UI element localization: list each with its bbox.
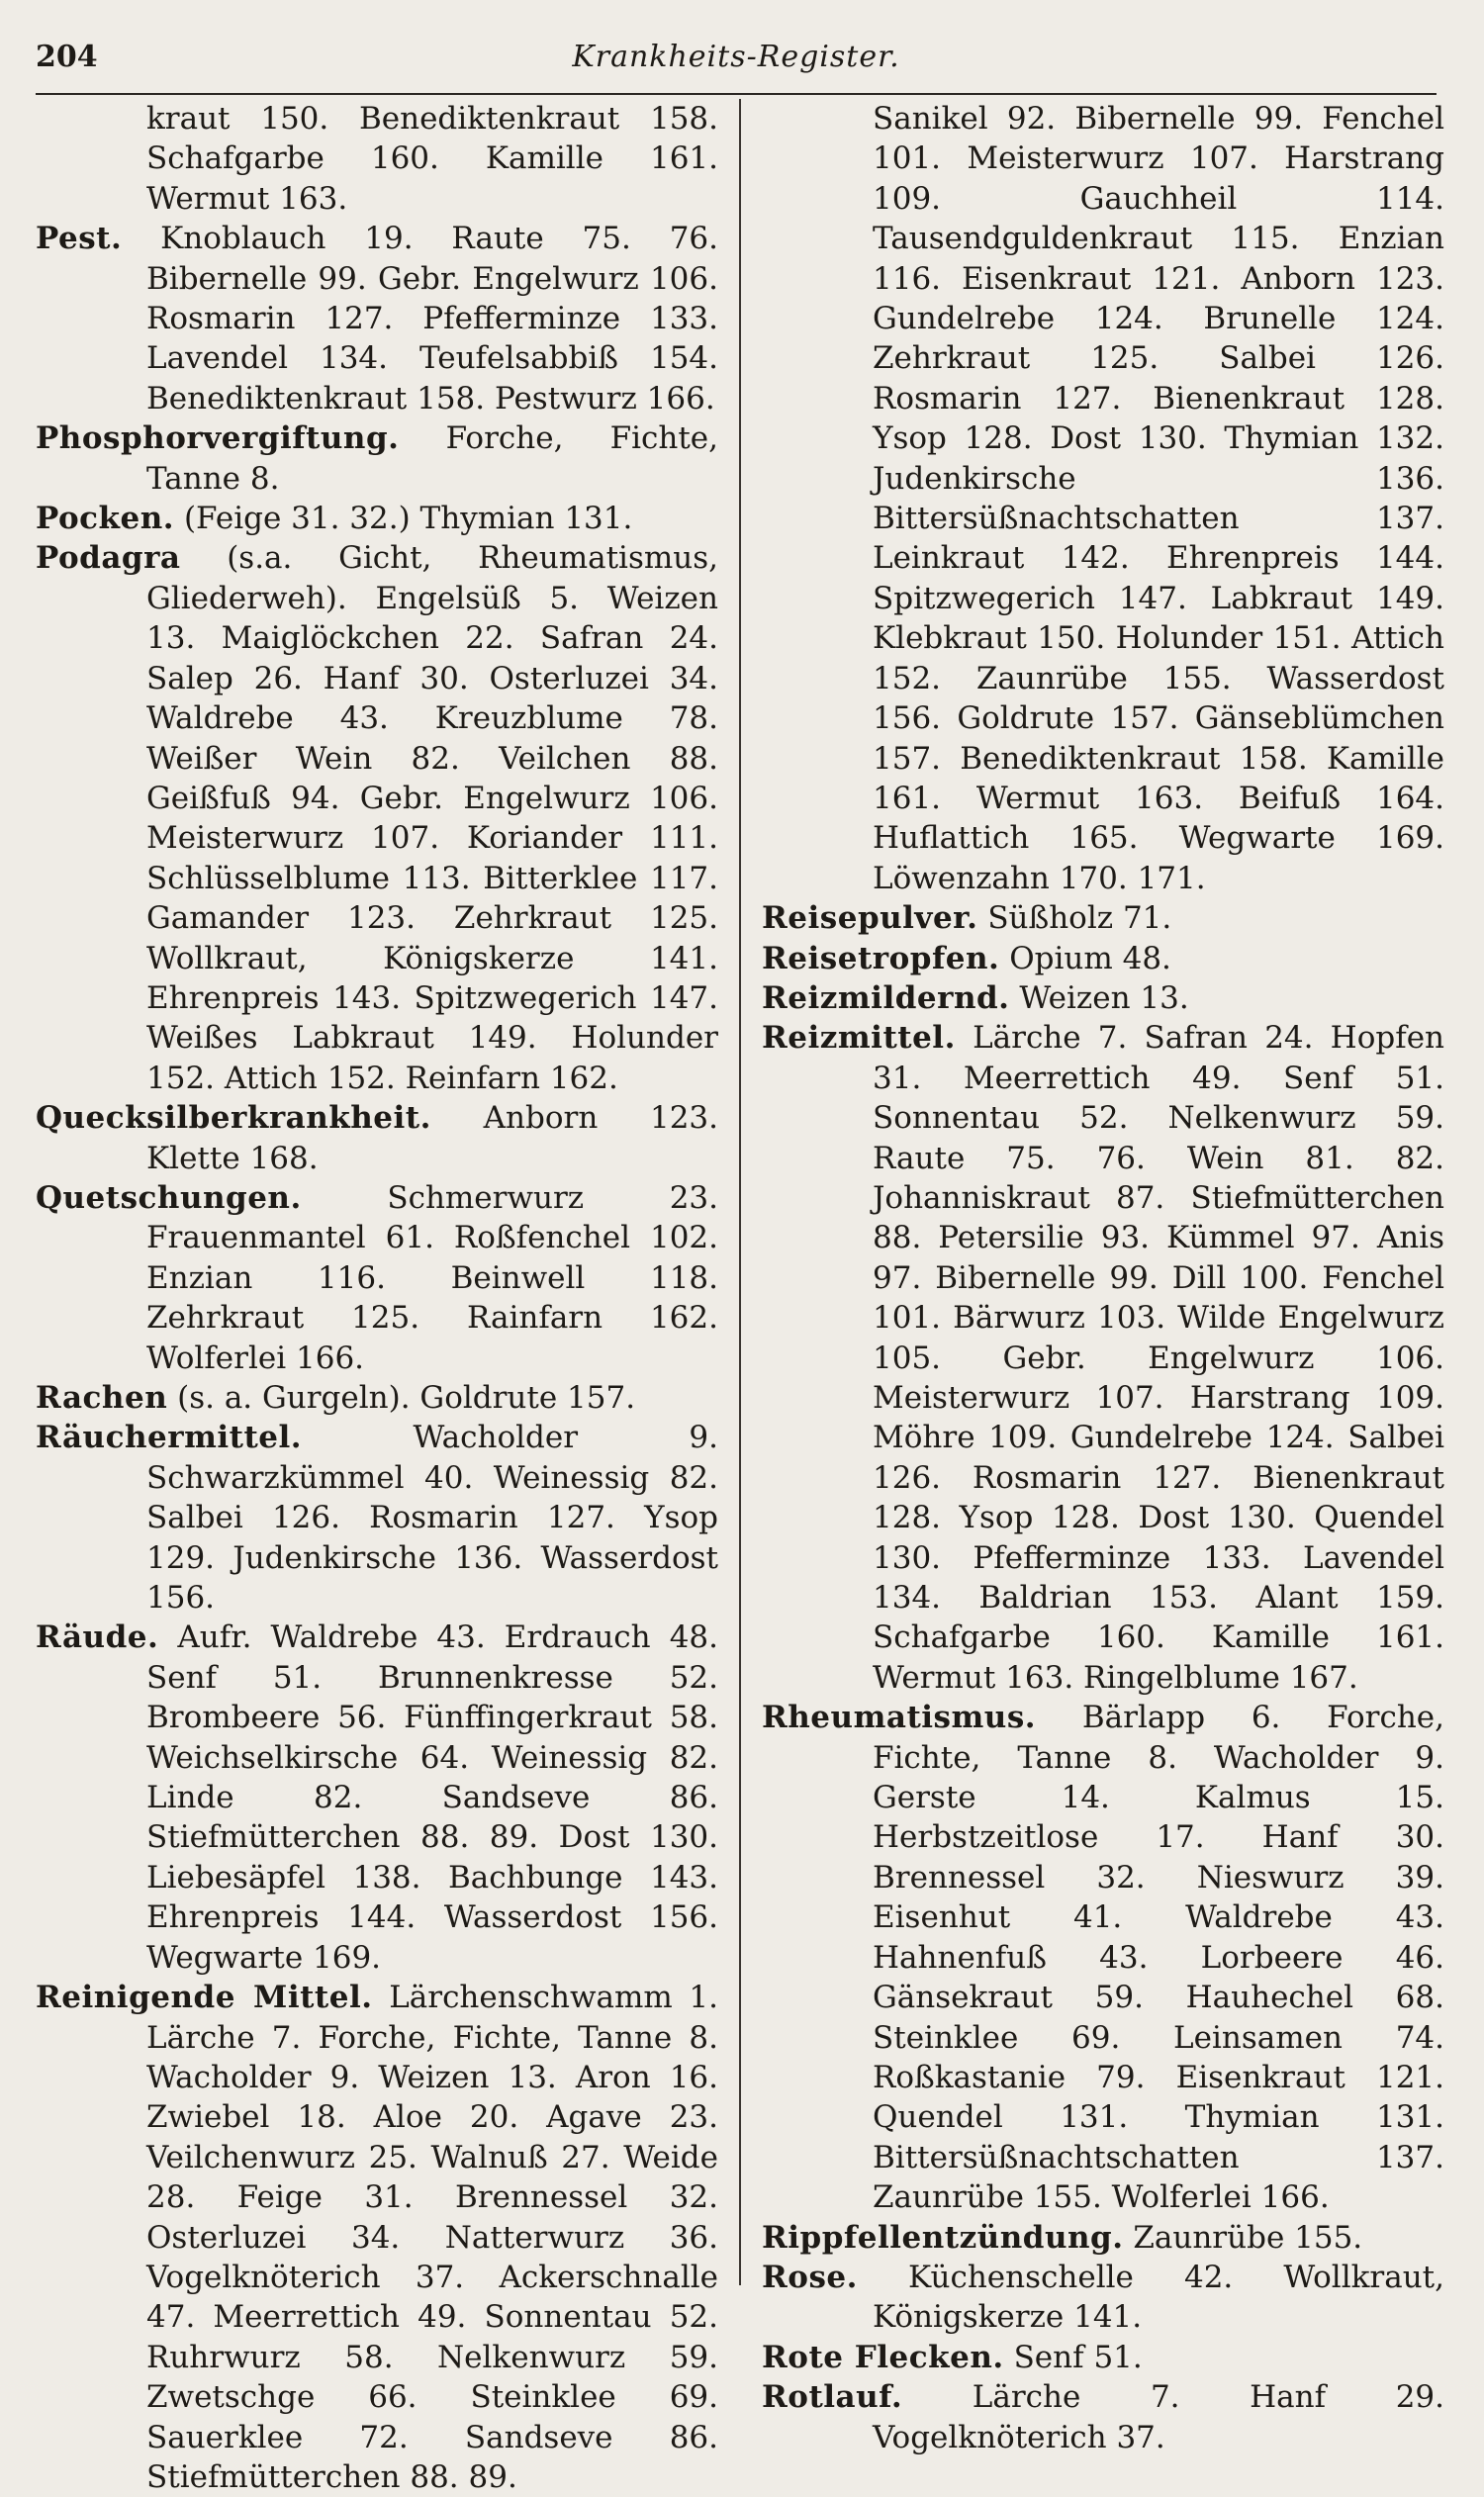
entry-headword: Quetschungen. [36, 1179, 302, 1216]
entry-headword: Rheumatismus. [762, 1700, 1037, 1736]
index-entry [762, 1698, 1444, 2217]
entry-headword: Rotlauf. [762, 2379, 903, 2416]
index-entry [36, 499, 718, 538]
entry-references: kraut 150. Benediktenkraut 158. Schafgarbe 160. Kamille 161. Wermut 163. [146, 101, 718, 217]
index-entry [762, 939, 1444, 978]
entry-references: Schmerwurz 23. Frauenmantel 61. Roßfenchel 102. Enzian 116. Beinwell 118. Zehrkraut 125. Rainfarn 162. Wolferlei 166. [146, 1179, 718, 1376]
left-column [36, 99, 718, 2497]
entry-references: Sanikel 92. Bibernelle 99. Fenchel 101. Meisterwurz 107. Harstrang 109. Gauchheil 114. Tausendguldenkraut 115. Enzian 116. Eisenkraut 121. Anborn 123. Gundelrebe 124. Brunelle 124. Zehrkraut 125. Salbei 126. Rosmarin 127. Bienenkraut 128. Ysop 128. Dost 130. Thymian 132. Judenkirsche 136. Bittersüßnachtschatten 137. Leinkraut 142. Ehrenpreis 144. Spitzwegerich 147. Labkraut 149. Klebkraut 150. Holunder 151. Attich 152. Zaunrübe 155. Wasserdost 156. Goldrute 157. Gänseblümchen 157. Benediktenkraut 158. Kamille 161. Wermut 163. Beifuß 164. Huflattich 165. Wegwarte 169. Löwenzahn 170. 171. [873, 101, 1444, 896]
running-head-title: Krankheits-Register. [572, 40, 900, 74]
entry-headword: Reizmittel. [762, 1020, 956, 1057]
entry-headword: Phosphorvergiftung. [36, 420, 400, 457]
index-entry [36, 219, 718, 418]
entry-headword: Pocken. [36, 501, 175, 537]
entry-references: Knoblauch 19. Raute 75. 76. Bibernelle 99. Gebr. Engelwurz 106. Rosmarin 127. Pfefferminze 133. Lavendel 134. Teufelsabbiß 154. Benediktenkraut 158. Pestwurz 166. [146, 221, 718, 416]
entry-references: Süßholz 71. [987, 900, 1172, 937]
entry-references: Küchenschelle 42. Wollkraut, Königskerze 141. [873, 2259, 1444, 2336]
entry-references: Weizen 13. [1019, 979, 1189, 1016]
entry-references: (s. a. Gurgeln). Goldrute 157. [177, 1380, 636, 1416]
entry-references: Senf 51. [1013, 2339, 1143, 2375]
index-entry [762, 2338, 1444, 2377]
entry-references: (Feige 31. 32.) Thymian 131. [183, 501, 633, 537]
entry-headword: Podagra [36, 540, 181, 577]
entry-references: Lärche 7. Safran 24. Hopfen 31. Meerrettich 49. Senf 51. Sonnentau 52. Nelkenwurz 59. Raute 75. 76. Wein 81. 82. Johanniskraut 87. Stiefmütterchen 88. Petersilie 93. Kümmel 97. Anis 97. Bibernelle 99. Dill 100. Fenchel 101. Bärwurz 103. Wilde Engelwurz 105. Gebr. Engelwurz 106. Meisterwurz 107. Harstrang 109. Möhre 109. Gundelrebe 124. Salbei 126. Rosmarin 127. Bienenkraut 128. Ysop 128. Dost 130. Quendel 130. Pfefferminze 133. Lavendel 134. Baldrian 153. Alant 159. Schafgarbe 160. Kamille 161. Wermut 163. Ringelblume 167. [873, 1020, 1445, 1696]
index-entry [762, 1018, 1444, 1698]
entry-headword: Räuchermittel. [36, 1420, 303, 1456]
index-entry [762, 898, 1444, 938]
index-entry [762, 99, 1444, 898]
entry-references: Zaunrübe 155. [1133, 2219, 1363, 2256]
index-entry [36, 1618, 718, 1978]
entry-references: Lärchenschwamm 1. Lärche 7. Forche, Fichte, Tanne 8. Wacholder 9. Weizen 13. Aron 16. Zwiebel 18. Aloe 20. Agave 23. Veilchenwurz 25. Walnuß 27. Weide 28. Feige 31. Brennessel 32. Osterluzei 34. Natterwurz 36. Vogelknöterich 37. Ackerschnalle 47. Meerrettich 49. Sonnentau 52. Ruhrwurz 58. Nelkenwurz 59. Zwetschge 66. Steinklee 69. Sauerklee 72. Sandseve 86. Stiefmütterchen 88. 89. [146, 1980, 718, 2495]
entry-headword: Räude. [36, 1619, 159, 1656]
index-entry [36, 538, 718, 1098]
entry-references: (s.a. Gicht, Rheumatismus, Gliederweh). Engelsüß 5. Weizen 13. Maiglöckchen 22. Safran 24. Salep 26. Hanf 30. Osterluzei 34. Waldrebe 43. Kreuzblume 78. Weißer Wein 82. Veilchen 88. Geißfuß 94. Gebr. Engelwurz 106. Meisterwurz 107. Koriander 111. Schlüsselblume 113. Bitterklee 117. Gamander 123. Zehrkraut 125. Wollkraut, Königskerze 141. Ehrenpreis 143. Spitzwegerich 147. Weißes Labkraut 149. Holunder 152. Attich 152. Reinfarn 162. [146, 540, 718, 1096]
index-entry [36, 99, 718, 219]
page-header [36, 36, 1437, 79]
index-entry [36, 1418, 718, 1618]
index-entry [36, 418, 718, 499]
entry-references: Forche, Fichte, Tanne 8. [146, 420, 718, 497]
entry-headword: Reinigende Mittel. [36, 1980, 373, 2016]
column-divider [739, 99, 741, 2285]
entry-headword: Quecksilberkrankheit. [36, 1100, 431, 1137]
entry-headword: Rote Flecken. [762, 2339, 1004, 2375]
entry-references: Bärlapp 6. Forche, Fichte, Tanne 8. Wacholder 9. Gerste 14. Kalmus 15. Herbstzeitlose 17. Hanf 30. Brennessel 32. Nieswurz 39. Eisenhut 41. Waldrebe 43. Hahnenfuß 43. Lorbeere 46. Gänsekraut 59. Hauhechel 68. Steinklee 69. Leinsamen 74. Roßkastanie 79. Eisenkraut 121. Quendel 131. Thymian 131. Bittersüßnachtschatten 137. Zaunrübe 155. Wolferlei 166. [873, 1700, 1444, 2216]
index-entry [762, 2218, 1444, 2258]
entry-references: Aufr. Waldrebe 43. Erdrauch 48. Senf 51. Brunnenkresse 52. Brombeere 56. Fünffingerkraut 58. Weichselkirsche 64. Weinessig 82. Linde 82. Sandseve 86. Stiefmütterchen 88. 89. Dost 130. Liebesäpfel 138. Bachbunge 143. Ehrenpreis 144. Wasserdost 156. Wegwarte 169. [146, 1619, 718, 1976]
entry-headword: Pest. [36, 221, 123, 257]
index-entry [762, 2377, 1444, 2457]
entry-references: Wacholder 9. Schwarzkümmel 40. Weinessig 82. Salbei 126. Rosmarin 127. Ysop 129. Judenkirsche 136. Wasserdost 156. [146, 1420, 718, 1617]
entry-headword: Reisetropfen. [762, 940, 1000, 976]
entry-references: Anborn 123. Klette 168. [146, 1100, 718, 1176]
index-entry [762, 2258, 1444, 2338]
entry-references: Opium 48. [1009, 940, 1171, 976]
entry-headword: Rachen [36, 1380, 168, 1416]
index-entry [36, 1378, 718, 1418]
entry-headword: Reizmildernd. [762, 979, 1010, 1016]
header-rule [36, 93, 1437, 95]
entry-headword: Reisepulver. [762, 900, 978, 937]
index-entry [36, 1178, 718, 1378]
index-entry [36, 1098, 718, 1178]
entry-references: Lärche 7. Hanf 29. Vogelknöterich 37. [873, 2379, 1444, 2455]
index-entry [762, 978, 1444, 1018]
index-entry [36, 1978, 718, 2497]
page-number: 204 [36, 40, 98, 74]
entry-headword: Rippfellentzündung. [762, 2219, 1124, 2256]
entry-headword: Rose. [762, 2259, 858, 2295]
right-column [762, 99, 1444, 2457]
